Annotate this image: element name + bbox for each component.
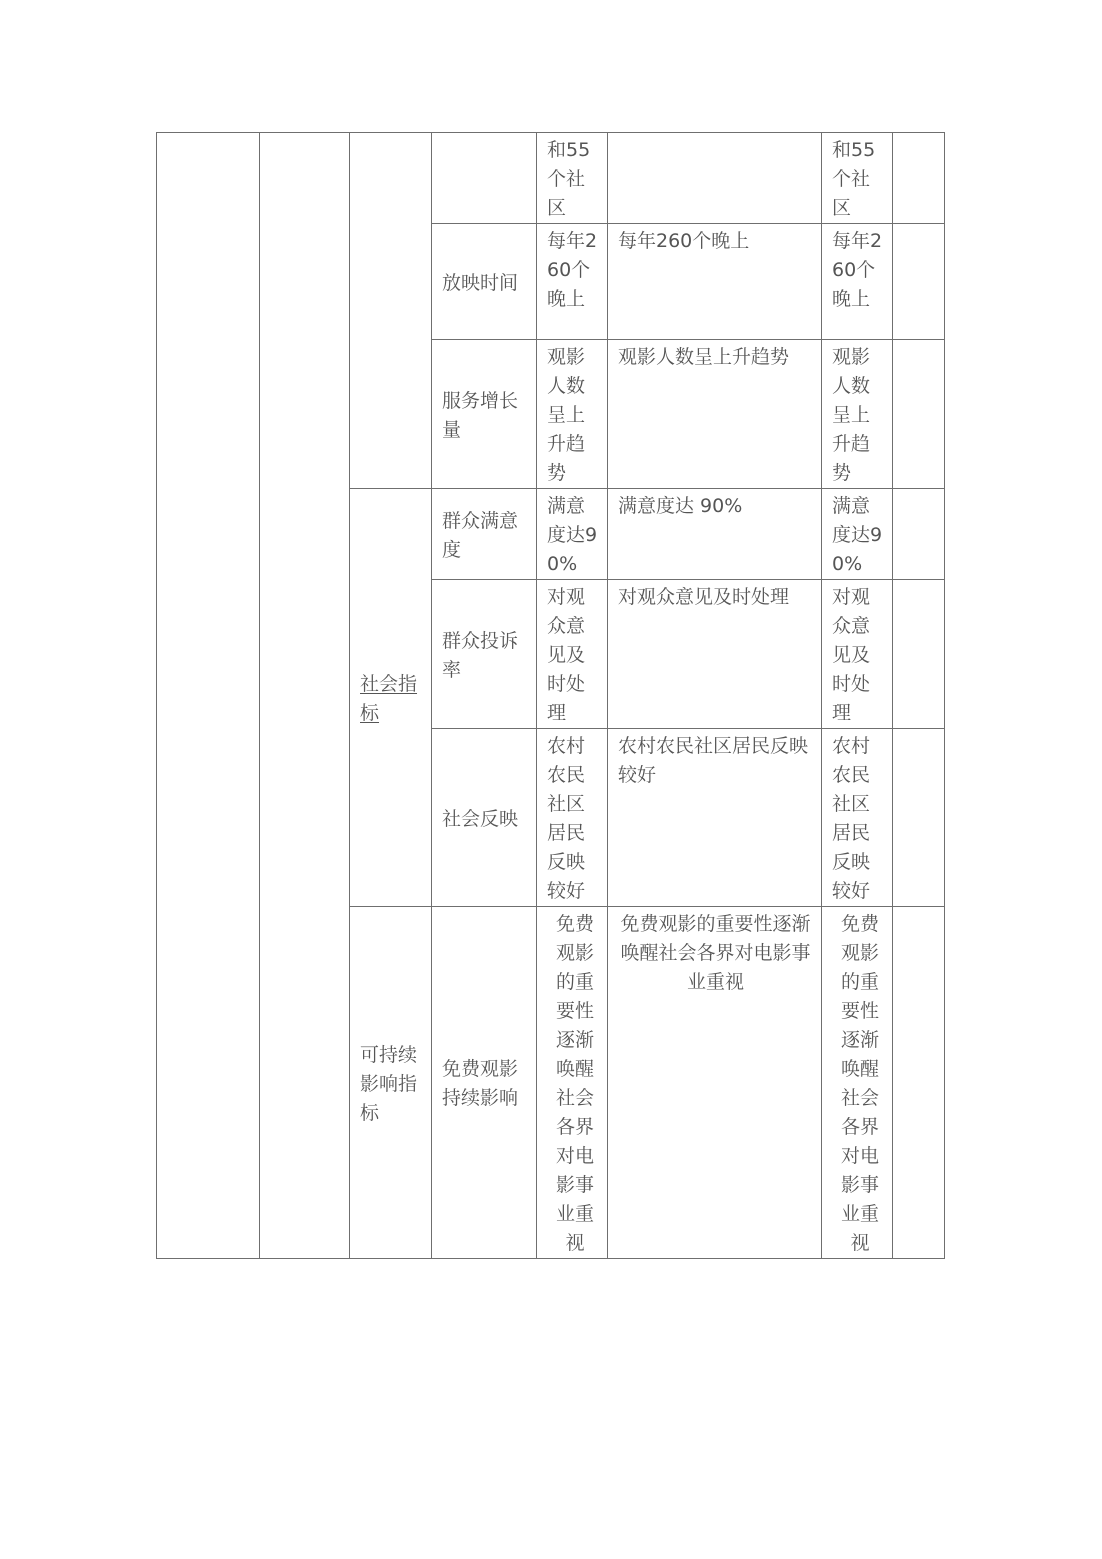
- target-cell: 每年260个晚上: [537, 224, 608, 340]
- indicator-cell: 社会反映: [432, 729, 537, 907]
- completion-cell: 对观众意见及时处理: [608, 580, 822, 729]
- blank-cell: [157, 133, 260, 1259]
- blank-cell: [893, 907, 945, 1259]
- completion-cell: 免费观影的重要性逐渐唤醒社会各界对电影事业重视: [608, 907, 822, 1259]
- target-cell: 农村农民社区居民反映较好: [537, 729, 608, 907]
- actual-cell: 每年260个晚上: [822, 224, 893, 340]
- category-social: [350, 489, 432, 907]
- completion-cell: 观影人数呈上升趋势: [608, 340, 822, 489]
- completion-cell: 满意度达 90%: [608, 489, 822, 580]
- target-cell: 对观众意见及时处理: [537, 580, 608, 729]
- blank-cell: [350, 133, 432, 489]
- completion-cell: 农村农民社区居民反映较好: [608, 729, 822, 907]
- indicator-cell: 服务增长量: [432, 340, 537, 489]
- blank-cell: [893, 489, 945, 580]
- blank-cell: [260, 133, 350, 1259]
- blank-cell: [893, 224, 945, 340]
- actual-cell: 满意度达90%: [822, 489, 893, 580]
- table-row: [157, 133, 945, 224]
- indicator-cell: 群众满意度: [432, 489, 537, 580]
- category-social-label: 社会指标: [360, 673, 418, 724]
- actual-cell: 和55个社区: [822, 133, 893, 224]
- actual-cell: 对观众意见及时处理: [822, 580, 893, 729]
- indicator-cell: [432, 133, 537, 224]
- completion-cell: 每年260个晚上: [608, 224, 822, 340]
- indicator-cell: 群众投诉率: [432, 580, 537, 729]
- target-cell: 免费观影的重要性逐渐唤醒社会各界对电影事业重视: [537, 907, 608, 1259]
- completion-cell: [608, 133, 822, 224]
- blank-cell: [893, 133, 945, 224]
- category-sustainable: 可持续影响指标: [350, 907, 432, 1259]
- performance-table: [156, 132, 945, 1259]
- actual-cell: 观影人数呈上升趋势: [822, 340, 893, 489]
- blank-cell: [893, 580, 945, 729]
- indicator-cell: 放映时间: [432, 224, 537, 340]
- target-cell: 观影人数呈上升趋势: [537, 340, 608, 489]
- blank-cell: [893, 729, 945, 907]
- actual-cell: 免费观影的重要性逐渐唤醒社会各界对电影事业重视: [822, 907, 893, 1259]
- indicator-cell: 免费观影持续影响: [432, 907, 537, 1259]
- blank-cell: [893, 340, 945, 489]
- target-cell: 满意度达90%: [537, 489, 608, 580]
- target-cell: 和55个社区: [537, 133, 608, 224]
- actual-cell: 农村农民社区居民反映较好: [822, 729, 893, 907]
